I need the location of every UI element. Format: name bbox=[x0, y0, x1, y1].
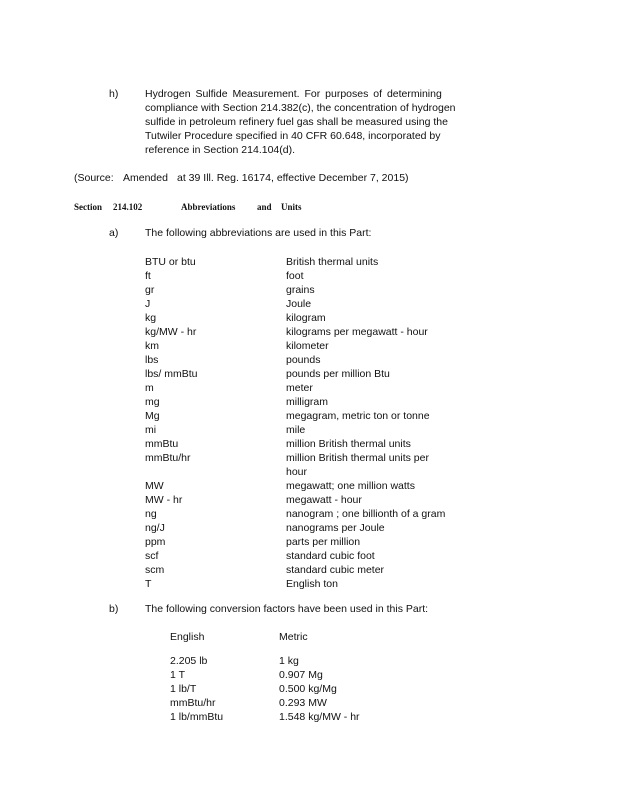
item-h-label: h) bbox=[109, 88, 119, 100]
section-number: 214.102 bbox=[113, 202, 143, 212]
section-and: and bbox=[257, 202, 272, 212]
abbreviation: mmBtu/hr bbox=[145, 452, 191, 464]
source-prefix: (Source: bbox=[74, 172, 114, 184]
item-h-line-3: sulfide in petroleum refinery fuel gas shall be measured using the bbox=[145, 116, 448, 128]
item-h-line-1: Hydrogen Sulfide Measurement. For purposes of determining bbox=[145, 88, 442, 100]
conversion-metric: 1.548 kg/MW - hr bbox=[279, 711, 360, 723]
abbreviation: kg/MW - hr bbox=[145, 326, 197, 338]
item-b-intro: The following conversion factors have been used in this Part: bbox=[145, 603, 429, 615]
conversion-metric: 1 kg bbox=[279, 655, 299, 667]
source-citation: at 39 Ill. Reg. 16174, effective December 7, 2015) bbox=[177, 172, 409, 184]
abbreviation-meaning: million British thermal units bbox=[286, 438, 411, 450]
conversion-english: 1 lb/mmBtu bbox=[170, 711, 224, 723]
abbreviation-meaning: parts per million bbox=[286, 536, 361, 548]
section-title: Abbreviations bbox=[181, 202, 236, 212]
conversion-metric: 0.293 MW bbox=[279, 697, 327, 709]
section-label: Section bbox=[74, 202, 102, 212]
abbreviation-meaning: nanograms per Joule bbox=[286, 522, 385, 534]
item-h-line-5: reference in Section 214.104(d). bbox=[145, 144, 296, 156]
conversion-header-metric: Metric bbox=[279, 631, 308, 643]
abbreviation: m bbox=[145, 382, 154, 394]
abbreviation-meaning: mile bbox=[286, 424, 306, 436]
abbreviation: mmBtu bbox=[145, 438, 179, 450]
abbreviation-meaning: kilograms per megawatt - hour bbox=[286, 326, 428, 338]
abbreviation: ng bbox=[145, 508, 157, 520]
item-h-line-2: compliance with Section 214.382(c), the concentration of hydrogen bbox=[145, 102, 456, 114]
item-b-label: b) bbox=[109, 603, 119, 615]
abbreviation-meaning: megawatt; one million watts bbox=[286, 480, 415, 492]
abbreviation: lbs bbox=[145, 354, 159, 366]
abbreviation: kg bbox=[145, 312, 157, 324]
abbreviation: scm bbox=[145, 564, 165, 576]
abbreviation-meaning: grains bbox=[286, 284, 315, 296]
abbreviation-meaning: megawatt - hour bbox=[286, 494, 362, 506]
conversion-english: 1 lb/T bbox=[170, 683, 197, 695]
abbreviation: mg bbox=[145, 396, 160, 408]
conversion-metric: 0.500 kg/Mg bbox=[279, 683, 337, 695]
conversion-header-english: English bbox=[170, 631, 205, 643]
abbreviation-meaning: million British thermal units per bbox=[286, 452, 429, 464]
source-amended: Amended bbox=[123, 172, 168, 184]
conversion-english: 1 T bbox=[170, 669, 185, 681]
abbreviation: gr bbox=[145, 284, 155, 296]
abbreviation-meaning: kilogram bbox=[286, 312, 326, 324]
conversion-metric: 0.907 Mg bbox=[279, 669, 323, 681]
abbreviation-meaning: foot bbox=[286, 270, 304, 282]
abbreviation: mi bbox=[145, 424, 157, 436]
section-units: Units bbox=[281, 202, 302, 212]
item-a-intro: The following abbreviations are used in this Part: bbox=[145, 227, 372, 239]
abbreviation: km bbox=[145, 340, 159, 352]
abbreviation: T bbox=[145, 578, 152, 590]
abbreviation-meaning: meter bbox=[286, 382, 313, 394]
abbreviation-meaning: hour bbox=[286, 466, 308, 478]
conversion-english: 2.205 lb bbox=[170, 655, 208, 667]
abbreviation-meaning: milligram bbox=[286, 396, 328, 408]
abbreviation: J bbox=[145, 298, 151, 310]
abbreviation: MW - hr bbox=[145, 494, 183, 506]
abbreviation-meaning: standard cubic meter bbox=[286, 564, 385, 576]
abbreviation-meaning: nanogram ; one billionth of a gram bbox=[286, 508, 446, 520]
abbreviation: BTU or btu bbox=[145, 256, 196, 268]
abbreviation-meaning: megagram, metric ton or tonne bbox=[286, 410, 430, 422]
abbreviation: lbs/ mmBtu bbox=[145, 368, 198, 380]
item-a-label: a) bbox=[109, 227, 119, 239]
abbreviation: ppm bbox=[145, 536, 166, 548]
abbreviation-meaning: pounds per million Btu bbox=[286, 368, 390, 380]
abbreviation: MW bbox=[145, 480, 164, 492]
abbreviation-meaning: Joule bbox=[286, 298, 312, 310]
abbreviation-meaning: standard cubic foot bbox=[286, 550, 375, 562]
abbreviation: ft bbox=[145, 270, 151, 282]
abbreviation-meaning: pounds bbox=[286, 354, 321, 366]
abbreviation-meaning: English ton bbox=[286, 578, 338, 590]
abbreviation: ng/J bbox=[145, 522, 165, 534]
conversion-english: mmBtu/hr bbox=[170, 697, 216, 709]
abbreviation: scf bbox=[145, 550, 159, 562]
item-h-line-4: Tutwiler Procedure specified in 40 CFR 60.648, incorporated by bbox=[145, 130, 441, 142]
abbreviation-meaning: kilometer bbox=[286, 340, 329, 352]
abbreviation-meaning: British thermal units bbox=[286, 256, 379, 268]
abbreviation: Mg bbox=[145, 410, 160, 422]
